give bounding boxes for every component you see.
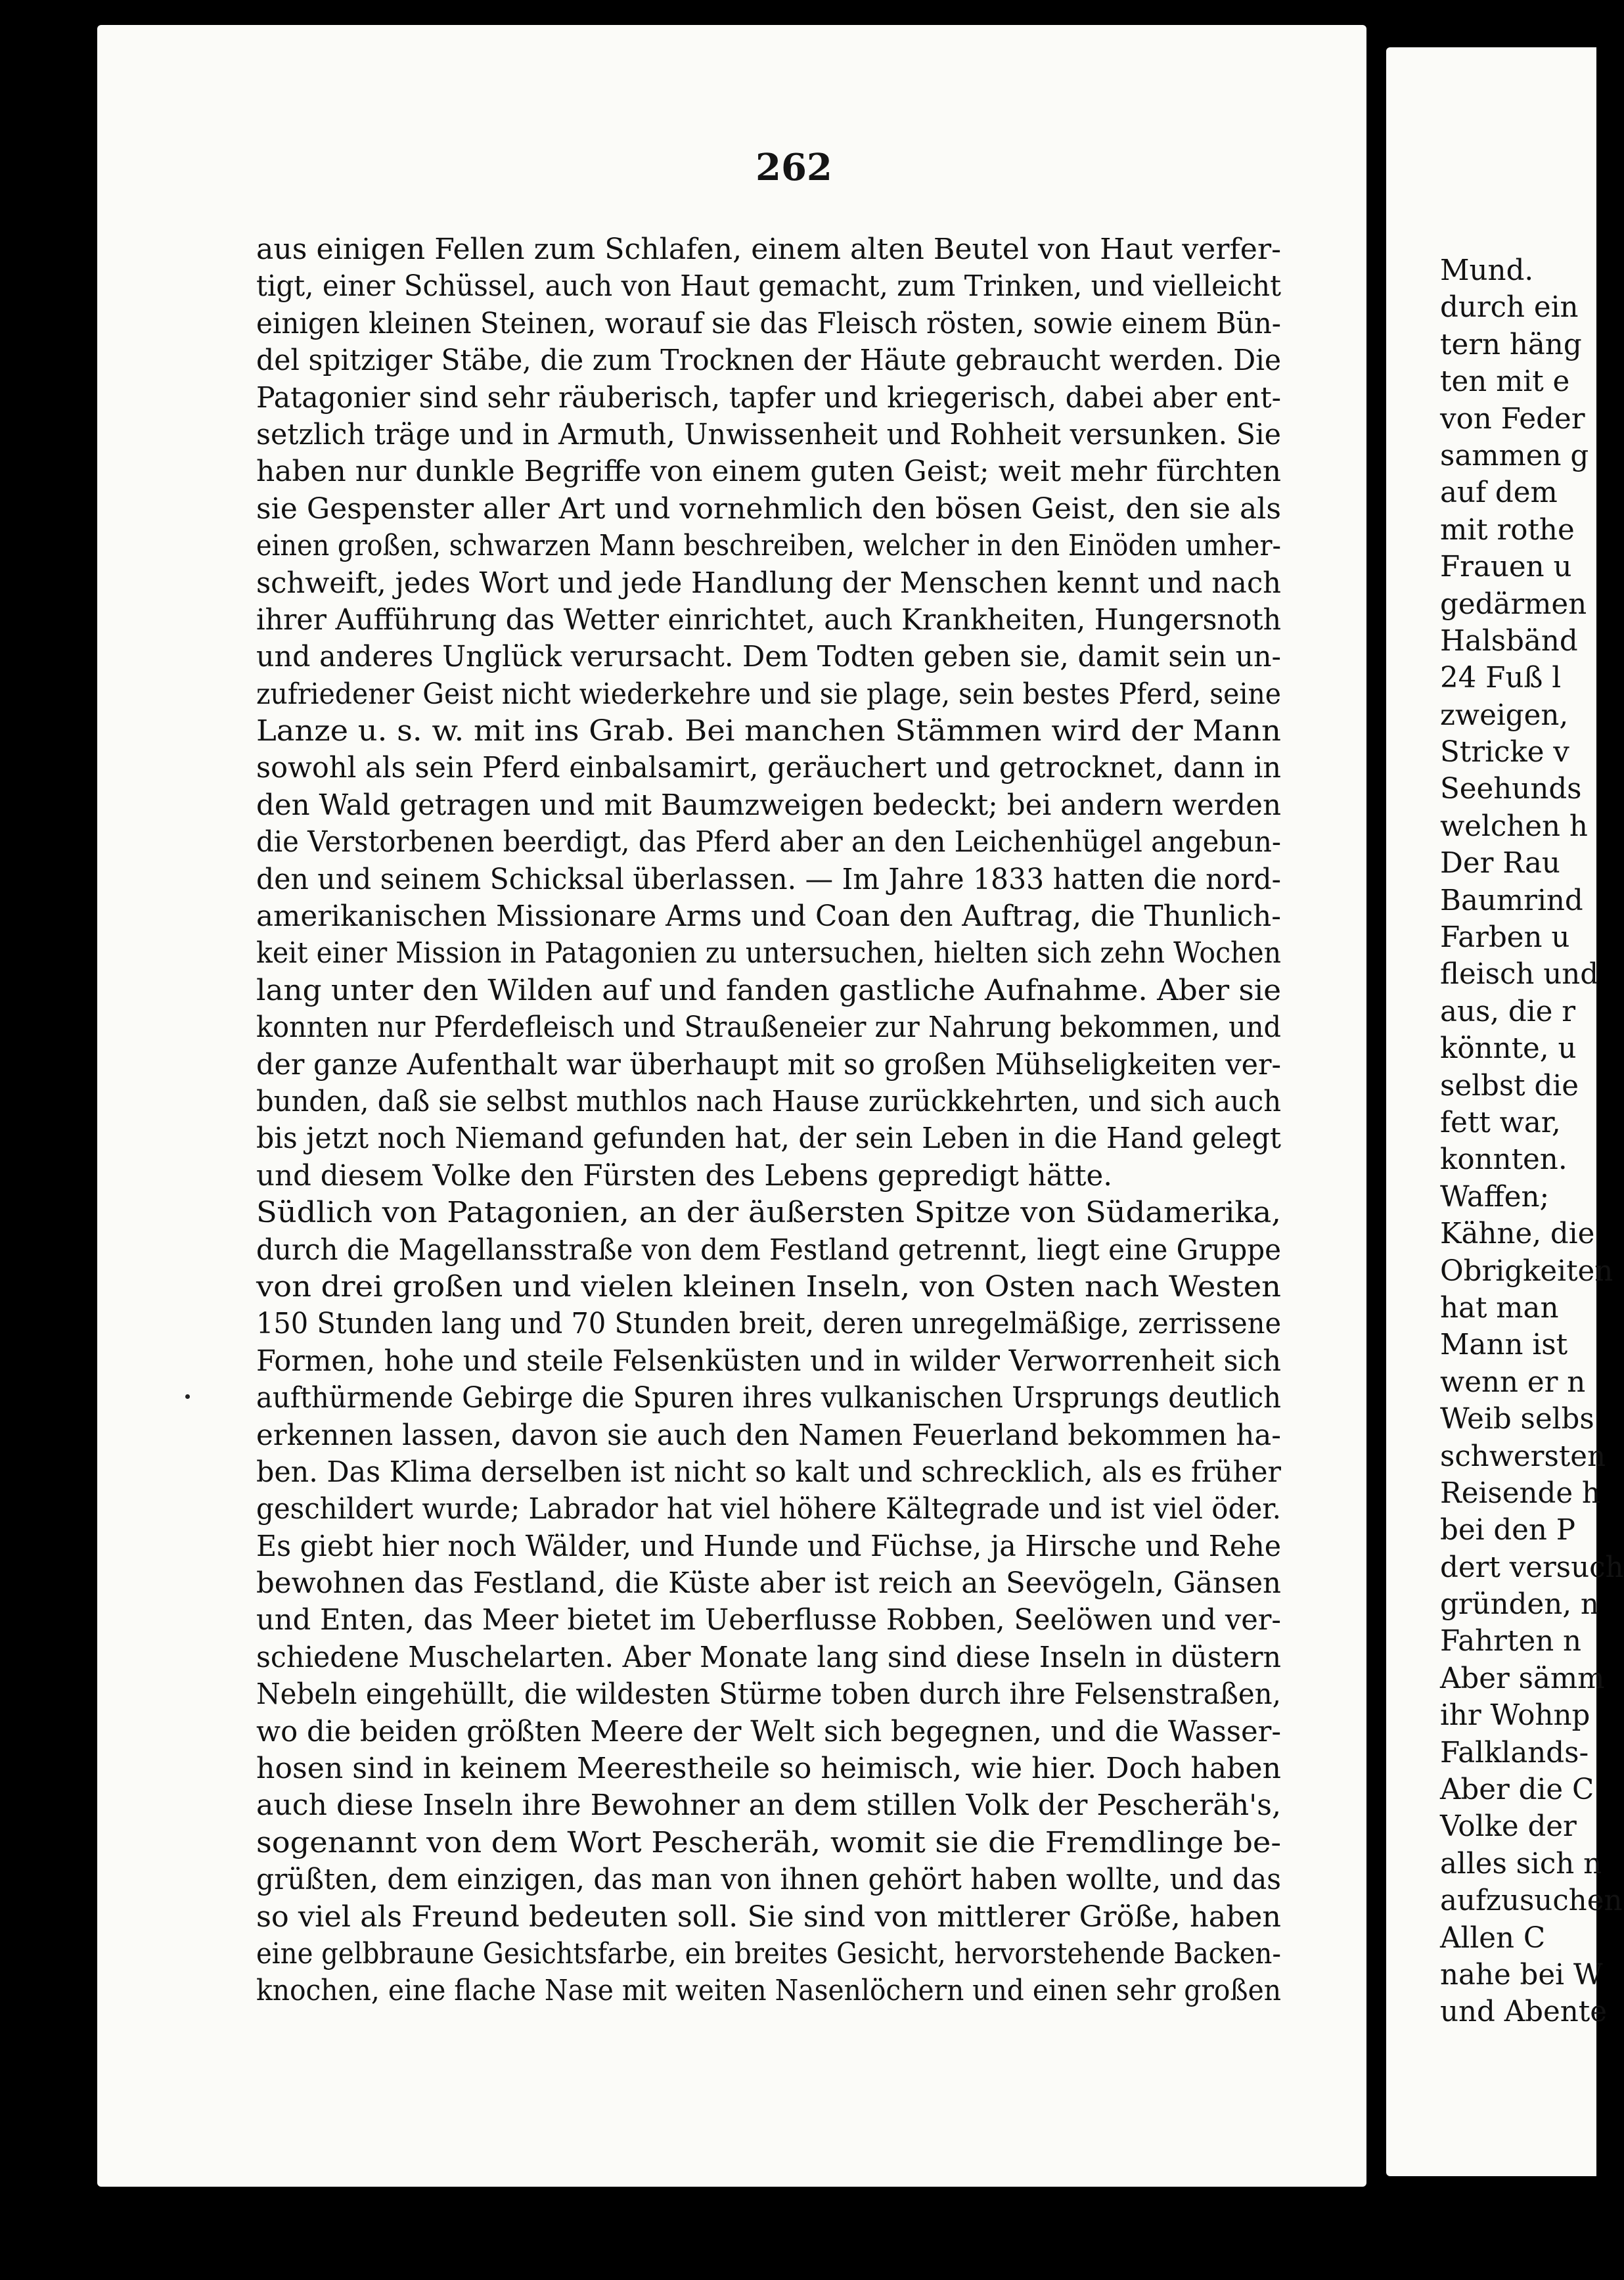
text-line: 150 Stunden lang und 70 Stunden breit, deren unregelmäßige, zerrissene xyxy=(256,1308,1281,1341)
text-line: durch die Magellansstraße von dem Festland getrennt, liegt eine Gruppe xyxy=(256,1233,1281,1267)
text-line: bis jetzt noch Niemand gefunden hat, der sein Leben in die Hand gelegt xyxy=(256,1122,1281,1156)
next-page-line: schwersten xyxy=(1440,1440,1606,1473)
text-line: der ganze Aufenthalt war überhaupt mit so großen Mühseligkeiten ver- xyxy=(256,1048,1281,1082)
text-line: so viel als Freund bedeuten soll. Sie sind von mittlerer Größe, haben xyxy=(256,1900,1281,1934)
next-page-line: auf dem xyxy=(1440,476,1558,510)
next-page-line: hat man xyxy=(1440,1291,1559,1325)
text-line: lang unter den Wilden auf und fanden gastliche Aufnahme. Aber sie xyxy=(256,974,1281,1007)
next-page-line: fleisch und xyxy=(1440,958,1599,992)
next-page-line: Obrigkeiten xyxy=(1440,1254,1613,1288)
next-page-line: mit rothe xyxy=(1440,513,1575,547)
next-page-line: sammen g xyxy=(1440,439,1589,472)
text-line: bunden, daß sie selbst muthlos nach Hause zurückkehrten, und sich auch xyxy=(256,1085,1281,1118)
text-line: und anderes Unglück verursacht. Dem Todten geben sie, damit sein un- xyxy=(256,641,1281,674)
text-line: wo die beiden größten Meere der Welt sich begegnen, und die Wasser- xyxy=(256,1715,1281,1748)
next-page-line: fett war, xyxy=(1440,1106,1561,1139)
text-line: Lanze u. s. w. mit ins Grab. Bei manchen Stämmen wird der Mann xyxy=(256,715,1281,748)
text-line: auch diese Inseln ihre Bewohner an dem stillen Volk der Pescheräh's, xyxy=(256,1789,1282,1823)
next-page-line: welchen h xyxy=(1440,809,1588,843)
text-line: Nebeln eingehüllt, die wildesten Stürme toben durch ihre Felsenstraßen, xyxy=(256,1678,1281,1712)
next-page-line: alles sich n xyxy=(1440,1847,1602,1881)
next-page-line: Baumrind xyxy=(1440,884,1583,917)
next-page-line: Weib selbs xyxy=(1440,1403,1594,1436)
next-page-line: tern häng xyxy=(1440,328,1582,361)
next-page-line: Stricke v xyxy=(1440,736,1569,769)
next-page-line: selbst die xyxy=(1440,1069,1579,1103)
next-page-line: gedärmen xyxy=(1440,587,1587,621)
text-line: Es giebt hier noch Wälder, und Hunde und Füchse, ja Hirsche und Rehe xyxy=(256,1530,1281,1563)
text-line: aufthürmende Gebirge die Spuren ihres vulkanischen Ursprungs deutlich xyxy=(256,1382,1281,1415)
text-line: den Wald getragen und mit Baumzweigen bedeckt; bei andern werden xyxy=(256,788,1281,822)
next-page-line: nahe bei W xyxy=(1440,1958,1603,1992)
next-page-line: 24 Fuß l xyxy=(1440,662,1562,695)
text-line: von drei großen und vielen kleinen Inseln, von Osten nach Westen xyxy=(256,1270,1281,1304)
next-page-line: dert versuch xyxy=(1440,1551,1624,1584)
text-line: tigt, einer Schüssel, auch von Haut gemacht, zum Trinken, und vielleicht xyxy=(256,270,1281,304)
text-line: geschildert wurde; Labrador hat viel höhere Kältegrade und ist viel öder. xyxy=(256,1493,1281,1526)
next-page-line: Aber die C xyxy=(1440,1773,1594,1807)
next-page-text-block xyxy=(1440,252,1624,2031)
next-page-line: Kähne, die xyxy=(1440,1218,1595,1251)
text-line: ihrer Aufführung das Wetter einrichtet, auch Krankheiten, Hungersnoth xyxy=(256,603,1281,637)
text-line: hosen sind in keinem Meerestheile so heimisch, wie hier. Doch haben xyxy=(256,1752,1281,1786)
text-line: eine gelbbraune Gesichtsfarbe, ein breites Gesicht, hervorstehende Backen- xyxy=(256,1937,1281,1971)
text-line: Formen, hohe und steile Felsenküsten und in wilder Verworrenheit sich xyxy=(256,1344,1281,1378)
next-page-line: Aber sämm xyxy=(1440,1662,1605,1695)
text-line: zufriedener Geist nicht wiederkehre und sie plage, sein bestes Pferd, seine xyxy=(256,677,1281,711)
text-line: einigen kleinen Steinen, worauf sie das Fleisch rösten, sowie einem Bün- xyxy=(256,307,1281,340)
next-page-line: könnte, u xyxy=(1440,1032,1577,1066)
text-line: konnten nur Pferdefleisch und Straußeneier zur Nahrung bekommen, und xyxy=(256,1011,1281,1045)
text-line: erkennen lassen, davon sie auch den Namen Feuerland bekommen ha- xyxy=(256,1419,1281,1452)
text-line: sogenannt von dem Wort Pescheräh, womit sie die Fremdlinge be- xyxy=(256,1826,1281,1859)
next-page-line: Halsbänd xyxy=(1440,624,1578,658)
main-text-block xyxy=(256,231,1307,2010)
next-page-line: Der Rau xyxy=(1440,847,1560,880)
text-line: setzlich träge und in Armuth, Unwissenheit und Rohheit versunken. Sie xyxy=(256,418,1281,451)
next-page-line: von Feder xyxy=(1440,402,1585,436)
text-line: den und seinem Schicksal überlassen. — Im Jahre 1833 hatten die nord- xyxy=(256,863,1281,896)
text-line: schweift, jedes Wort und jede Handlung der Menschen kennt und nach xyxy=(256,566,1281,600)
next-page-line: und Abente xyxy=(1440,1995,1607,2029)
next-page-line: gründen, n xyxy=(1440,1588,1599,1622)
next-page-line: zweigen, xyxy=(1440,698,1569,732)
next-page-line: Reisende h xyxy=(1440,1476,1600,1510)
next-page-line: Allen C xyxy=(1440,1921,1546,1955)
next-page-line: aufzusuchen xyxy=(1440,1884,1623,1918)
next-page-line: Mann ist xyxy=(1440,1329,1568,1362)
text-line: del spitziger Stäbe, die zum Trocknen der Häute gebraucht werden. Die xyxy=(256,344,1281,378)
next-page-line: Seehunds xyxy=(1440,773,1582,806)
text-line: haben nur dunkle Begriffe von einem guten Geist; weit mehr fürchten xyxy=(256,455,1282,489)
ink-speck xyxy=(185,1394,190,1399)
next-page-line: ten mit e xyxy=(1440,365,1570,399)
next-page-line: Farben u xyxy=(1440,921,1570,955)
page-number: 262 xyxy=(756,146,832,189)
next-page-line: Frauen u xyxy=(1440,551,1572,584)
text-line: Patagonier sind sehr räuberisch, tapfer und kriegerisch, dabei aber ent- xyxy=(256,381,1281,415)
text-line: amerikanischen Missionare Arms und Coan den Auftrag, die Thunlich- xyxy=(256,900,1281,934)
text-line: und diesem Volke den Fürsten des Lebens gepredigt hätte. xyxy=(256,1159,1113,1193)
text-line: grüßten, dem einzigen, das man von ihnen gehört haben wollte, und das xyxy=(256,1863,1281,1897)
next-page-line: durch ein xyxy=(1440,291,1579,325)
next-page-line: konnten. xyxy=(1440,1143,1568,1177)
text-line: aus einigen Fellen zum Schlafen, einem alten Beutel von Haut verfer- xyxy=(256,233,1281,266)
text-line: ben. Das Klima derselben ist nicht so kalt und schrecklich, als es früher xyxy=(256,1455,1281,1489)
text-line: und Enten, das Meer bietet im Ueberflusse Robben, Seelöwen und ver- xyxy=(256,1604,1281,1637)
next-page-line: ihr Wohnp xyxy=(1440,1699,1590,1733)
text-line: knochen, eine flache Nase mit weiten Nasenlöchern und einen sehr großen xyxy=(256,1974,1281,2008)
next-page-line: Mund. xyxy=(1440,254,1534,287)
next-page-line: Volke der xyxy=(1440,1810,1577,1844)
text-line: Südlich von Patagonien, an der äußersten Spitze von Südamerika, xyxy=(256,1197,1281,1230)
text-line: einen großen, schwarzen Mann beschreiben, welcher in den Einöden umher- xyxy=(256,530,1281,563)
next-page-line: wenn er n xyxy=(1440,1365,1586,1399)
next-page-line: bei den P xyxy=(1440,1514,1576,1547)
next-page-line: Falklands- xyxy=(1440,1736,1589,1769)
text-line: sowohl als sein Pferd einbalsamirt, geräuchert und getrocknet, dann in xyxy=(256,752,1281,785)
text-line: die Verstorbenen beerdigt, das Pferd aber an den Leichenhügel angebun- xyxy=(256,826,1281,859)
next-page-line: Fahrten n xyxy=(1440,1625,1582,1658)
next-page-line: Waffen; xyxy=(1440,1180,1550,1214)
next-page-line: aus, die r xyxy=(1440,995,1576,1028)
text-line: schiedene Muschelarten. Aber Monate lang sind diese Inseln in düstern xyxy=(256,1641,1281,1674)
text-line: sie Gespenster aller Art und vornehmlich den bösen Geist, den sie als xyxy=(256,492,1281,526)
text-line: bewohnen das Festland, die Küste aber ist reich an Seevögeln, Gänsen xyxy=(256,1567,1281,1601)
text-line: keit einer Mission in Patagonien zu untersuchen, hielten sich zehn Wochen xyxy=(256,937,1281,970)
